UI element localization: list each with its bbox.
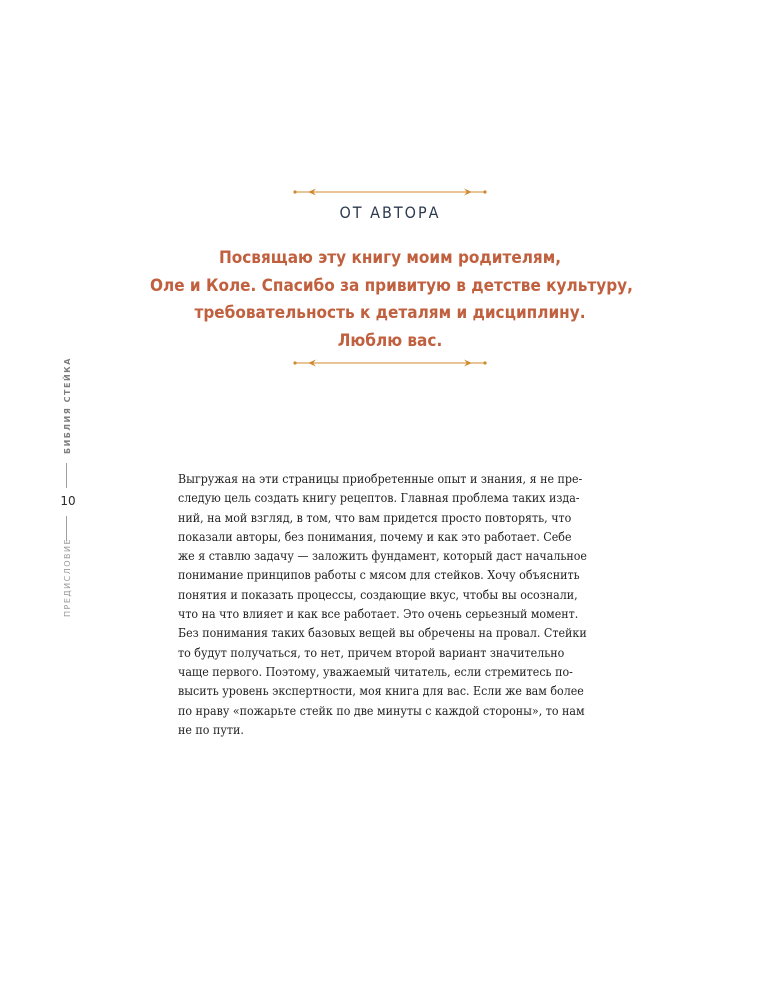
dedication-line: требовательность к деталям и дисциплину. bbox=[194, 303, 586, 323]
text-line: то будут получаться, то нет, причем второй вариант значительно bbox=[178, 645, 565, 660]
page-number: 10 bbox=[60, 494, 76, 508]
text-line: не по пути. bbox=[178, 722, 244, 737]
text-line: понятия и показать процессы, создающие вкус, чтобы вы осознали, bbox=[178, 587, 578, 602]
running-head-book-title: БИБЛИЯ СТЕЙКА bbox=[63, 357, 72, 454]
text-line: Выгружая на эти страницы приобретенные опыт и знания, я не пре- bbox=[178, 472, 583, 486]
text-line: что на что влияет и как все работает. Это очень серьезный момент. bbox=[178, 607, 579, 622]
section-title: ОТ АВТОРА bbox=[339, 203, 441, 222]
running-head-chapter: ПРЕДИСЛОВИЕ bbox=[63, 537, 72, 617]
bottom-ornament-divider bbox=[292, 357, 488, 369]
text-line: показали авторы, без понимания, почему и как это работает. Себе bbox=[178, 529, 572, 544]
dedication-line: Посвящаю эту книгу моим родителям, bbox=[218, 248, 562, 268]
text-line: же я ставлю задачу — заложить фундамент, который даст начальное bbox=[178, 549, 587, 564]
text-line: чаще первого. Поэтому, уважаемый читатель, если стремитесь по- bbox=[178, 664, 573, 679]
text-line: по нраву «пожарьте стейк по две минуты с каждой стороны», то нам bbox=[178, 703, 585, 718]
text-line: высить уровень экспертности, моя книга для вас. Если же вам более bbox=[178, 684, 584, 699]
dedication-block bbox=[150, 245, 633, 355]
text-line: понимание принципов работы с мясом для стейков. Хочу объяснить bbox=[178, 568, 580, 583]
text-line: следую цель создать книгу рецептов. Главная проблема таких изда- bbox=[178, 491, 580, 506]
text-line: ний, на мой взгляд, в том, что вам придется просто повторять, что bbox=[178, 510, 572, 525]
sidebar-divider bbox=[66, 463, 67, 488]
dedication-line: Оле и Коле. Спасибо за привитую в детстве культуру, bbox=[150, 275, 633, 296]
dedication-line: Люблю вас. bbox=[337, 330, 443, 351]
body-paragraph bbox=[178, 470, 618, 740]
text-line: Без понимания таких базовых вещей вы обречены на провал. Стейки bbox=[178, 626, 587, 641]
top-ornament-divider bbox=[292, 186, 488, 198]
